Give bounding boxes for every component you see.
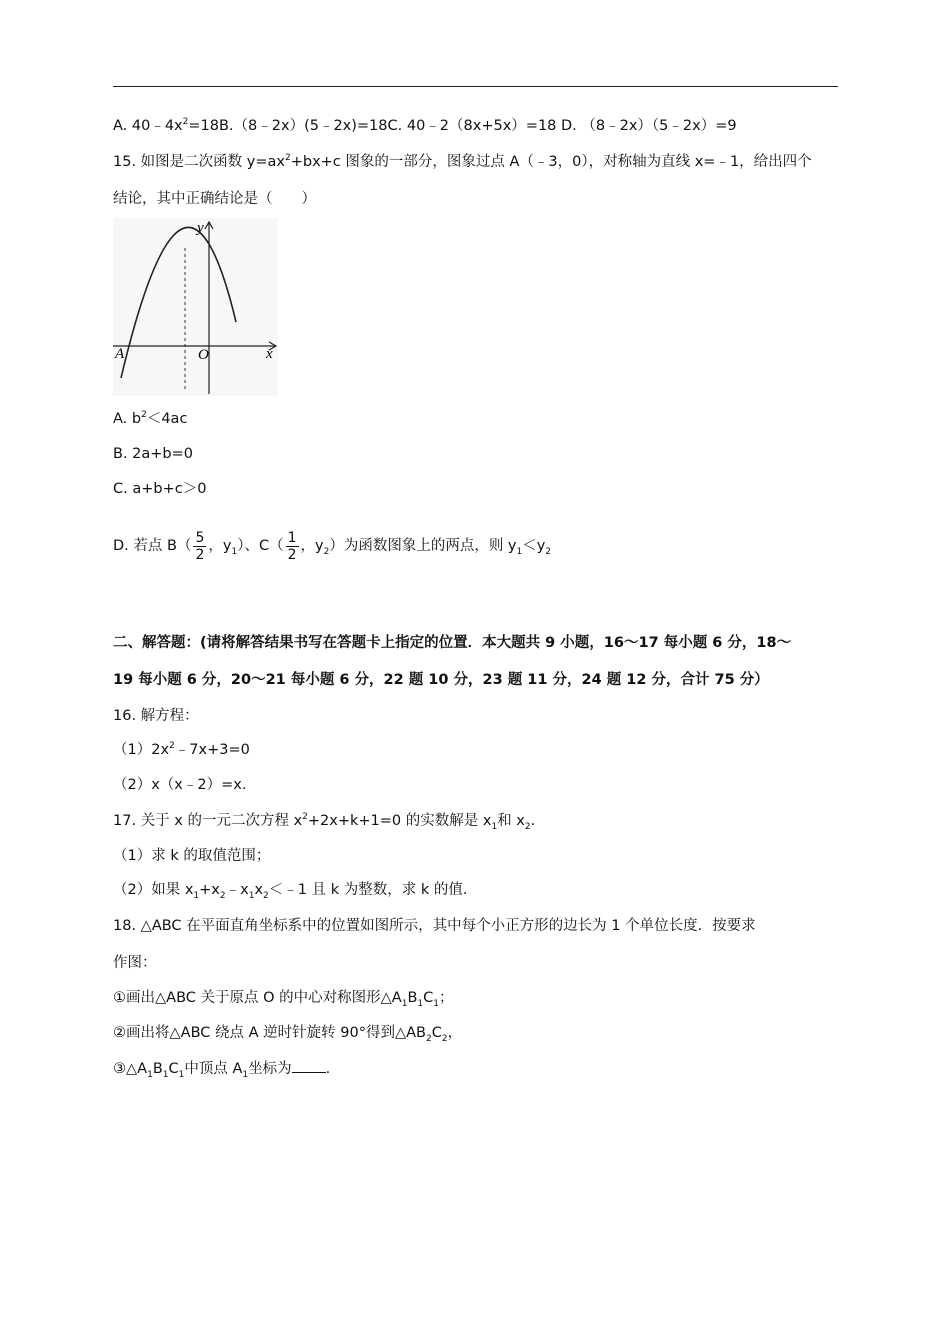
origin-label: O	[198, 347, 209, 363]
q14-options: A. $40﹣4x^2=18B.(8﹣2x)(5﹣2x)=18C$. 40﹣2（8x+5x）=18 D. （8﹣2x）（5﹣2x）=9	[113, 117, 737, 134]
q15-stem-line2: 结论，其中正确结论是（ ）	[113, 191, 316, 207]
section2-heading-line2: 19 每小题 6 分，20～21 每小题 6 分，22 题 10 分，23 题 11 分，24 题 12 分，合计 75 分）	[113, 672, 769, 688]
q18-item2: ②画出将△ABC 绕点 A 逆时针旋转 90°得到$\triangle AB_2C_2$，	[113, 1025, 463, 1044]
q18-item1: ①画出△ABC 关于原点 O 的中心对称图形$\triangle A_1B_1C_1$；	[113, 990, 454, 1009]
point-a-label: A	[115, 346, 125, 362]
q15-option-a: A. $b^2<4ac$	[113, 410, 188, 427]
q17-part2: （2）如果 $x_1+x_2﹣x_1x_2<﹣1$ 且 k 为整数，求 k 的值.	[113, 882, 468, 901]
q16-title: 16. 解方程：	[113, 708, 199, 724]
q15-option-d: D. 若点 B（ $\frac{5}{2}$ ，$y_1$）、C（ $\frac{1}{2}$ ，$y_2$）为函数图象上的两点，则 $y_1<y_2$	[113, 529, 552, 563]
q18-stem-line1: 18. △ABC 在平面直角坐标系中的位置如图所示，其中每个小正方形的边长为 1 个单位长度．按要求	[113, 918, 756, 934]
answer-blank	[292, 1058, 326, 1073]
q18-item3: $③\triangle A_1B_1C_1$中顶点 $A_1$坐标为 .	[113, 1058, 330, 1079]
q18-stem-line2: 作图：	[113, 955, 157, 971]
q17-part1: （1）求 k 的取值范围；	[113, 848, 271, 864]
q16-part1: $(1)2x^2﹣7x+3=0$	[113, 741, 250, 758]
fraction-one-half: $\frac{1}{2}$	[287, 529, 297, 563]
q17-stem: 17. 关于 x 的一元二次方程 $x^2+2x+k+1=0$ 的实数解是 $x_1$和 $x_2$.	[113, 812, 536, 832]
y-axis-label: y	[197, 220, 204, 236]
q15-option-c: C. a+b+c＞0	[113, 481, 207, 497]
section2-heading-line1: 二、解答题：(请将解答结果书写在答题卡上指定的位置．本大题共 9 小题，16～17 每小题 6 分，18～	[113, 635, 792, 651]
x-axis-label: x	[266, 346, 273, 362]
q16-part2: （2）x（x﹣2）=x.	[113, 777, 247, 793]
fraction-five-halves: $\frac{5}{2}$	[195, 529, 205, 563]
graph-background	[113, 218, 278, 396]
q15-option-b: B. 2a+b=0	[113, 446, 194, 462]
q15-stem-line1: 15. 如图是二次函数 $y=ax^2+bx+c$ 图象的一部分，图象过点 A（﹣3，0），对称轴为直线 x=﹣1，给出四个	[113, 153, 812, 170]
header-rule	[113, 86, 838, 87]
parabola-graph	[113, 218, 278, 396]
